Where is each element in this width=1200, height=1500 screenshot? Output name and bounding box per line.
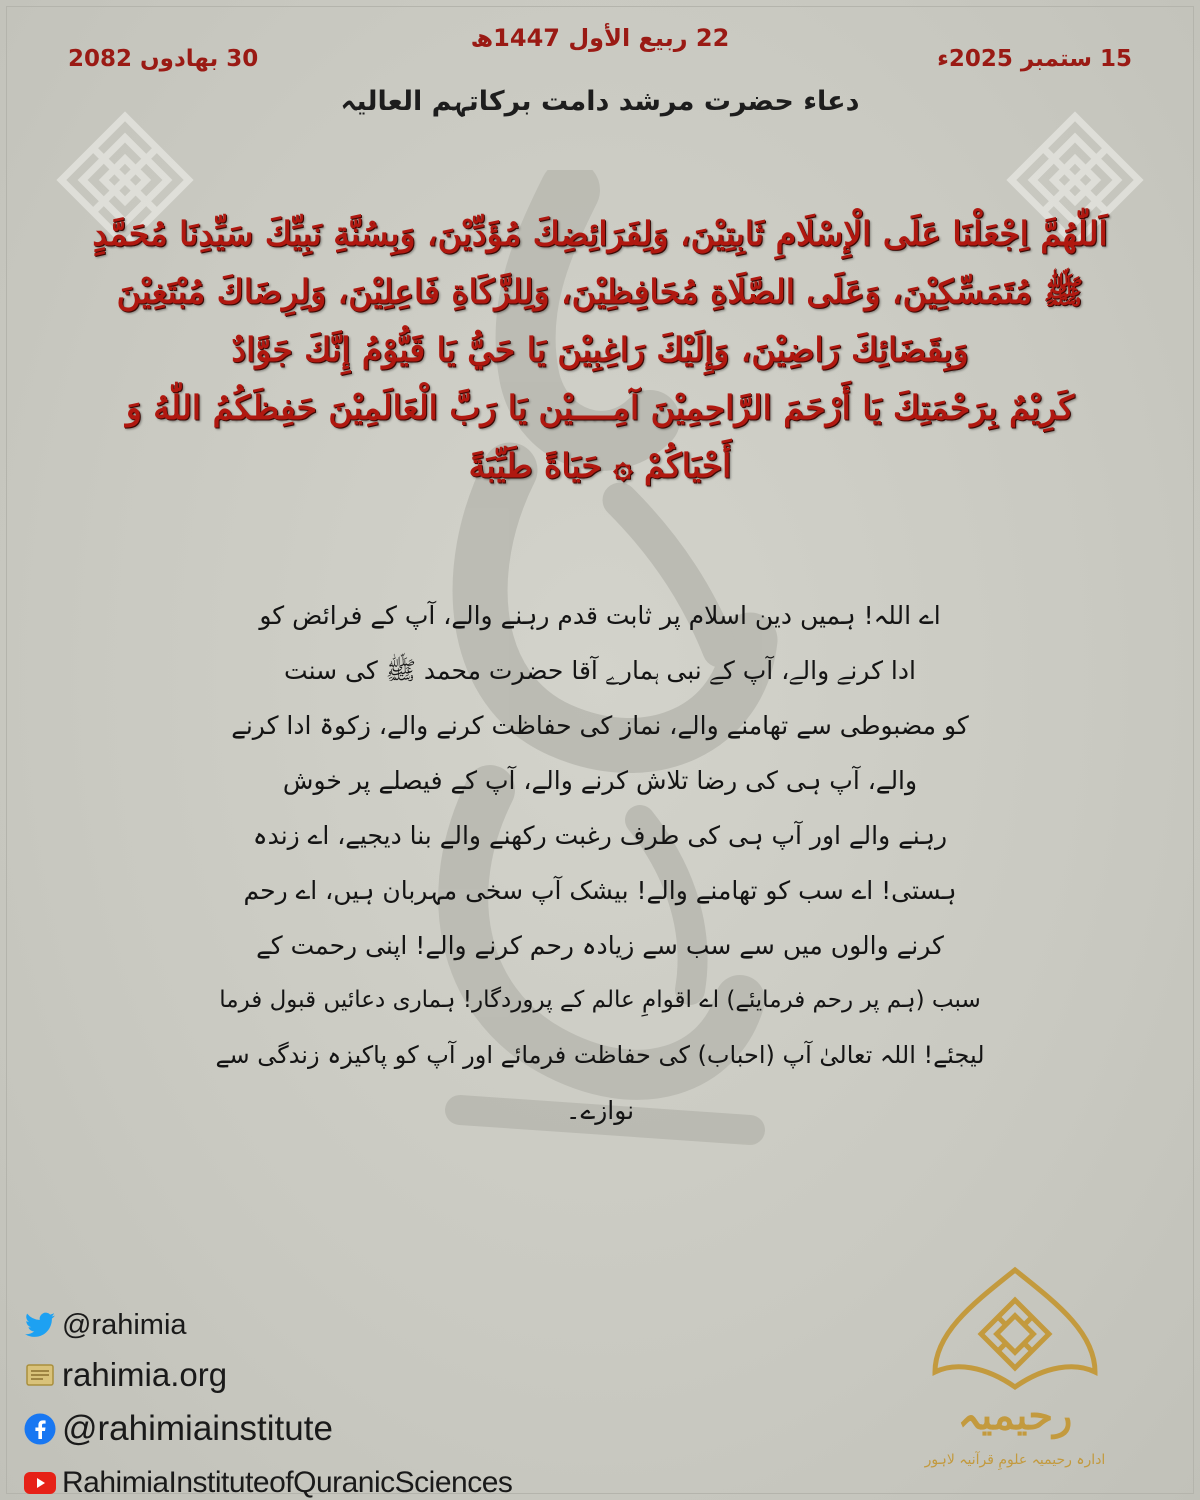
urdu-line: والے، آپ ہی کی رضا تلاش کرنے والے، آپ کے فیصلے پر خوش: [282, 766, 918, 795]
institute-logo: [915, 1262, 1115, 1492]
website-link[interactable]: [24, 1348, 512, 1402]
youtube-channel: RahimiaInstituteofQuranicSciences: [62, 1466, 513, 1499]
logo-subtitle: ادارہ رحیمیہ علومِ قرآنیہ لاہور: [924, 1452, 1106, 1468]
arabic-dua-line: أَحْيَاكُمْ ۞ حَيَاةً طَيِّبَةً: [468, 446, 732, 485]
urdu-line: ہستی! اے سب کو تھامنے والے! بیشک آپ سخی مہربان ہیں، اے رحم: [243, 876, 957, 905]
logo-name: رحیمیہ: [957, 1392, 1073, 1439]
arabic-dua: [80, 205, 1120, 495]
urdu-line: ادا کرنے والے، آپ کے نبی ہمارے آقا حضرت محمد ﷺ کی سنت: [284, 656, 916, 685]
page-title: دعاء حضرت مرشد دامت برکاتہم العالیہ: [340, 86, 860, 117]
arabic-dua-line: كَرِيْمٌ بِرَحْمَتِكَ يَا أَرْحَمَ الرَّاحِمِيْنَ آمِــــيْن يَا رَبَّ الْعَالَمِيْنَ حَفِظَكُمُ اللّٰهُ وَ: [125, 388, 1075, 427]
urdu-line: کو مضبوطی سے تھامنے والے، نماز کی حفاظت کرنے والے، زکوۃ ادا کرنے: [231, 711, 969, 740]
gregorian-date: 15 ستمبر 2025ء: [937, 46, 1132, 72]
arabic-dua-line: وَبِقَضَائِكَ رَاضِيْنَ، وَإِلَيْكَ رَاغِبِيْنَ يَا حَيُّ يَا قَيُّوْمُ إِنَّكَ جَوَّادٌ: [231, 330, 969, 369]
arabic-dua-line: اَللّٰهُمَّ اِجْعَلْنَا عَلَى الْإِسْلَامِ ثَابِتِيْنَ، وَلِفَرَائِضِكَ مُؤَدِّيْنَ، وَبِسُنَّةِ نَبِيِّكَ سَيِّدِنَا مُحَمَّدٍ: [92, 214, 1108, 253]
globe-icon: [24, 1359, 56, 1391]
facebook-link[interactable]: [24, 1402, 512, 1456]
twitter-icon: [24, 1309, 56, 1341]
urdu-line: نوازے۔: [565, 1096, 635, 1125]
twitter-handle: @rahimia: [62, 1308, 187, 1341]
urdu-line: سبب (ہم پر رحم فرمایئے) اے اقوامِ عالم کے پروردگار! ہماری دعائیں قبول فرما: [219, 987, 981, 1013]
urdu-line: لیجئے! اللہ تعالیٰ آپ (احباب) کی حفاظت فرمائے اور آپ کو پاکیزہ زندگی سے: [215, 1041, 985, 1069]
twitter-link[interactable]: [24, 1302, 512, 1348]
youtube-icon: [24, 1467, 56, 1499]
social-links: [24, 1302, 512, 1500]
urdu-line: کرنے والوں میں سے سب سے زیادہ رحم کرنے والے! اپنی رحمت کے: [256, 931, 944, 960]
urdu-line: اے اللہ! ہمیں دین اسلام پر ثابت قدم رہنے والے، آپ کے فرائض کو: [259, 601, 941, 630]
website-url: rahimia.org: [62, 1356, 228, 1393]
urdu-translation: [215, 588, 985, 1138]
arabic-dua-line: ﷺ مُتَمَسِّكِيْنَ، وَعَلَى الصَّلَاةِ مُحَافِظِيْنَ، وَلِلزَّكَاةِ فَاعِلِيْنَ، وَلِرِضَاكَ مُبْتَغِيْنَ: [116, 272, 1084, 311]
hijri-date: 22 ربیع الأول 1447ھ: [470, 24, 730, 52]
urdu-line: رہنے والے اور آپ ہی کی طرف رغبت رکھنے والے بنا دیجیے، اے زندہ: [252, 821, 948, 850]
youtube-link[interactable]: [24, 1456, 512, 1500]
facebook-handle: @rahimiainstitute: [62, 1409, 333, 1448]
facebook-icon: [24, 1413, 56, 1445]
bikrami-date: 30 بھادوں 2082: [68, 46, 259, 72]
